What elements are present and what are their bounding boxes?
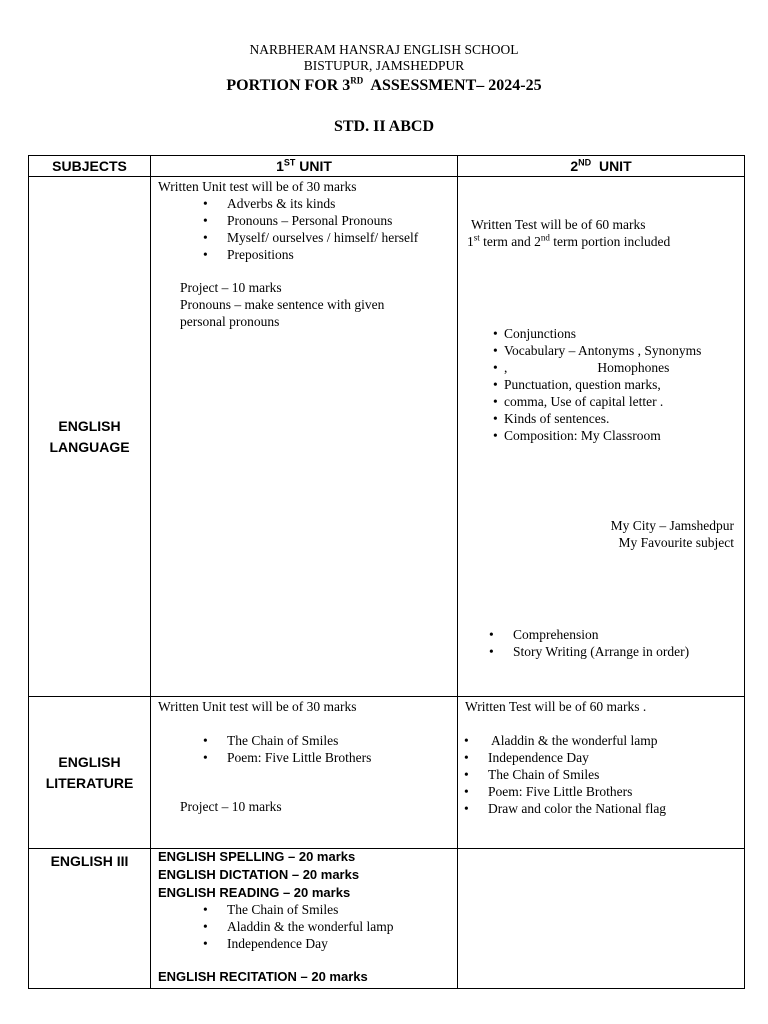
- title-sup: RD: [350, 75, 364, 86]
- term-1-sup: st: [473, 232, 480, 243]
- col-unit2-num: 2: [570, 158, 579, 174]
- list-item: • Poem: Five Little Brothers: [227, 749, 455, 766]
- list-item-cont: [227, 229, 455, 246]
- list-item: • Vocabulary – Antonyms , Synonyms: [504, 342, 744, 359]
- page-title: [0, 77, 768, 95]
- list-item-text: Homophones: [597, 360, 670, 375]
- lang-u2-term: [467, 233, 670, 250]
- title-prefix: PORTION FOR 3: [226, 77, 351, 94]
- eng3-unit2: [458, 849, 745, 989]
- list-item-cont: [504, 393, 744, 410]
- table-header-row: [29, 156, 745, 177]
- project-line1: Project – 10 marks: [180, 280, 282, 295]
- subject-english-literature: [29, 697, 151, 849]
- list-item: • The Chain of Smiles: [488, 766, 738, 783]
- title-suffix: ASSESSMENT– 2024-25: [370, 77, 542, 94]
- list-item: • Independence Day: [227, 935, 455, 952]
- lit-u1-project: Project – 10 marks: [180, 799, 282, 814]
- list-item: • Conjunctions: [504, 325, 744, 342]
- eng3-spelling: ENGLISH SPELLING – 20 marks: [158, 849, 356, 864]
- col-unit2-sup: ND: [578, 157, 592, 168]
- lang-u1-project: [180, 279, 384, 330]
- lang-u2-list-2: [513, 626, 743, 660]
- lang-u1-intro: Written Unit test will be of 30 marks: [158, 179, 357, 194]
- list-item: [488, 732, 738, 749]
- lit-u1-list: [227, 732, 455, 766]
- col-unit1-label: UNIT: [299, 158, 332, 174]
- list-item: • Aladdin & the wonderful lamp: [227, 918, 455, 935]
- list-item: • Comprehension: [513, 626, 743, 643]
- lang-u1-list: [227, 195, 455, 263]
- lang-u2-comp-extra: [611, 517, 734, 551]
- list-item-text: Draw and color the National flag: [488, 801, 667, 816]
- list-item: • Composition: My Classroom: [504, 427, 744, 444]
- list-item-cont: [488, 800, 738, 817]
- lit-unit1: [151, 697, 458, 849]
- row-english-language: [29, 177, 745, 697]
- col-unit1-num: 1: [276, 158, 284, 174]
- col-unit2: [458, 156, 745, 177]
- school-location: BISTUPUR, JAMSHEDPUR: [303, 58, 465, 73]
- lit-u1-intro: Written Unit test will be of 30 marks: [158, 699, 357, 714]
- subject-line2: LITERATURE: [45, 774, 134, 791]
- subject-english-iii: ENGLISH III: [29, 849, 151, 989]
- list-item: • Adverbs & its kinds: [227, 195, 455, 212]
- col-subjects: SUBJECTS: [29, 156, 151, 177]
- list-item: • Kinds of sentences.: [504, 410, 744, 427]
- list-item: • Prepositions: [227, 246, 455, 263]
- subject-line1: ENGLISH: [58, 417, 121, 434]
- list-item-text: Aladdin & the wonderful lamp: [491, 733, 658, 748]
- school-header: [0, 42, 768, 74]
- lang-unit1: [151, 177, 458, 697]
- eng3-reading: ENGLISH READING – 20 marks: [158, 885, 351, 900]
- list-item: • The Chain of Smiles: [227, 732, 455, 749]
- comp-extra1: My City – Jamshedpur: [610, 518, 734, 533]
- list-item: • Punctuation, question marks,: [504, 376, 744, 393]
- portion-table: [28, 155, 745, 989]
- list-item-text: comma, Use of capital letter .: [504, 394, 664, 409]
- lang-unit2: [458, 177, 745, 697]
- list-item: • Independence Day: [488, 749, 738, 766]
- project-line3: personal pronouns: [180, 314, 280, 329]
- row-english-iii: [29, 849, 745, 989]
- term-2-sup: nd: [540, 232, 550, 243]
- list-item: • Story Writing (Arrange in order): [513, 643, 743, 660]
- list-item: • The Chain of Smiles: [227, 901, 455, 918]
- project-line2: Pronouns – make sentence with given: [180, 297, 385, 312]
- term-mid: term and 2: [479, 234, 541, 249]
- eng3-unit1: [151, 849, 458, 989]
- subject-line2: LANGUAGE: [49, 438, 130, 455]
- col-unit2-label: UNIT: [598, 158, 632, 174]
- subject-line1: ENGLISH: [58, 753, 121, 770]
- subject-english-language: [29, 177, 151, 697]
- eng3-dictation: ENGLISH DICTATION – 20 marks: [158, 867, 360, 882]
- list-item-cont: [504, 359, 744, 376]
- list-item-text: Myself/ ourselves / himself/ herself: [227, 230, 419, 245]
- school-name: NARBHERAM HANSRAJ ENGLISH SCHOOL: [249, 42, 519, 57]
- list-item: • Poem: Five Little Brothers: [488, 783, 738, 800]
- std-label: STD. II ABCD: [333, 118, 435, 135]
- lit-u2-intro: Written Test will be of 60 marks .: [465, 699, 647, 714]
- eng3-recitation: ENGLISH RECITATION – 20 marks: [158, 969, 368, 984]
- list-item: • Pronouns – Personal Pronouns: [227, 212, 455, 229]
- lang-u2-intro: Written Test will be of 60 marks: [471, 217, 646, 232]
- term-1: 1: [467, 234, 474, 249]
- col-unit1: [151, 156, 458, 177]
- list-item-text: ,: [504, 360, 508, 375]
- lit-u2-list: [488, 732, 738, 817]
- comp-extra2: My Favourite subject: [618, 535, 734, 550]
- lang-u2-list: [504, 325, 744, 444]
- term-end: term portion included: [549, 234, 671, 249]
- col-unit1-sup: ST: [283, 157, 296, 168]
- eng3-reading-list: [227, 901, 455, 952]
- lit-unit2: [458, 697, 745, 849]
- row-english-literature: [29, 697, 745, 849]
